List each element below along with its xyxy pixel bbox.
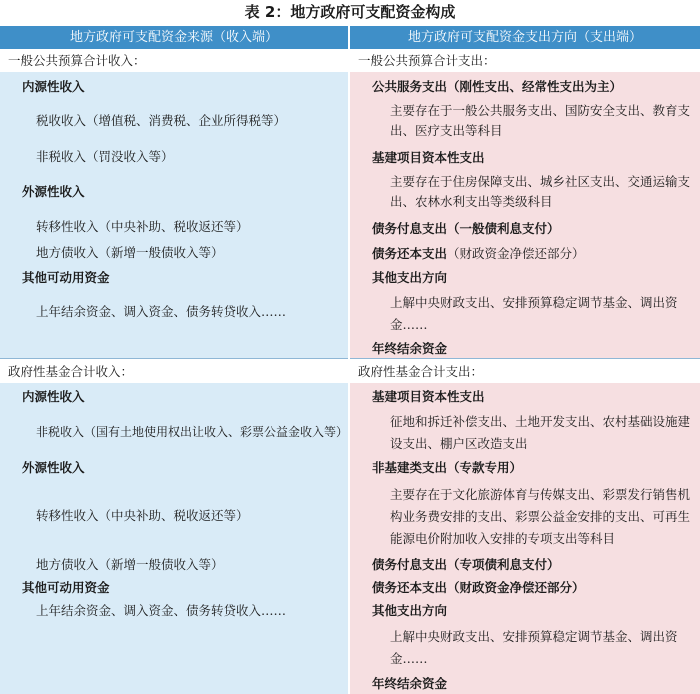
s1-principal-repayment [372, 246, 585, 262]
section2-income-heading: 政府性基金合计收入： [8, 364, 134, 379]
table-title: 表 2：地方政府可支配资金构成 [244, 3, 456, 21]
s1-year-end-surplus: 年终结余资金 [372, 341, 448, 356]
s1-other-expenditure-label: 其他支出方向 [372, 270, 448, 285]
header-expenditure: 地方政府可支配资金支出方向（支出端） [350, 26, 700, 49]
s1-other-funds-label: 其他可动用资金 [22, 270, 110, 285]
section2-expenditure-heading: 政府性基金合计支出： [358, 364, 484, 379]
s1-principal-repayment-label: 债务还本支出 [372, 246, 448, 261]
s2-other-funds-label: 其他可动用资金 [22, 580, 110, 595]
s1-external-income-label: 外源性收入 [22, 184, 85, 199]
s2-other-funds-detail: 上年结余资金、调入资金、债务转贷收入…… [36, 603, 287, 618]
section1-expenditure-heading: 一般公共预算合计支出： [358, 53, 496, 68]
s2-non-infrastructure-detail: 主要存在于文化旅游体育与传媒支出、彩票发行销售机构业务费安排的支出、彩票公益金安排的支出、可再生能源电价附加收入安排的专项支出等科目 [390, 487, 691, 546]
s1-transfer-income: 转移性收入（中央补助、税收返还等） [36, 219, 249, 234]
s1-internal-income-label: 内源性收入 [22, 79, 85, 94]
s1-principal-repayment-note: （财政资金净偿还部分） [447, 246, 585, 261]
s2-capital-expenditure-detail: 征地和拆迁补偿支出、土地开发支出、农村基础设施建设支出、棚户区改造支出 [390, 414, 691, 451]
s2-other-expenditure-detail: 上解中央财政支出、安排预算稳定调节基金、调出资金…… [390, 629, 678, 666]
s1-other-expenditure-detail: 上解中央财政支出、安排预算稳定调节基金、调出资金…… [390, 295, 678, 332]
s2-nontax-revenue: 非税收入（国有土地使用权出让收入、彩票公益金收入等） [36, 425, 349, 439]
section1-income-heading: 一般公共预算合计收入： [8, 53, 146, 68]
s1-other-funds-detail: 上年结余资金、调入资金、债务转贷收入…… [36, 304, 287, 319]
s1-capital-expenditure-label: 基建项目资本性支出 [372, 150, 485, 165]
s2-other-expenditure-label: 其他支出方向 [372, 603, 448, 618]
s1-local-debt-income: 地方债收入（新增一般债收入等） [36, 245, 224, 260]
section-divider [0, 358, 700, 359]
header-income: 地方政府可支配资金来源（收入端） [0, 26, 348, 49]
s2-non-infrastructure-label: 非基建类支出（专款专用） [372, 460, 523, 475]
s1-interest-payment: 债务付息支出（一般债利息支付） [372, 221, 560, 236]
column-divider [348, 49, 350, 694]
s1-capital-expenditure-detail: 主要存在于住房保障支出、城乡社区支出、交通运输支出、农林水利支出等类级科目 [390, 174, 691, 209]
s1-public-service-detail: 主要存在于一般公共服务支出、国防安全支出、教育支出、医疗支出等科目 [390, 103, 691, 138]
s1-tax-revenue: 税收收入（增值税、消费税、企业所得税等） [36, 113, 287, 128]
s2-transfer-income: 转移性收入（中央补助、税收返还等） [36, 508, 249, 523]
s2-external-income-label: 外源性收入 [22, 460, 85, 475]
s1-public-service-label: 公共服务支出（刚性支出、经常性支出为主） [372, 79, 623, 94]
s1-nontax-revenue: 非税收入（罚没收入等） [36, 149, 174, 164]
s2-principal-repayment: 债务还本支出（财政资金净偿还部分） [372, 580, 585, 595]
s2-internal-income-label: 内源性收入 [22, 389, 85, 404]
s2-local-debt-income: 地方债收入（新增一般债收入等） [36, 557, 224, 572]
s2-capital-expenditure-label: 基建项目资本性支出 [372, 389, 485, 404]
s2-interest-payment: 债务付息支出（专项债利息支付） [372, 557, 560, 572]
s2-year-end-surplus: 年终结余资金 [372, 676, 448, 691]
